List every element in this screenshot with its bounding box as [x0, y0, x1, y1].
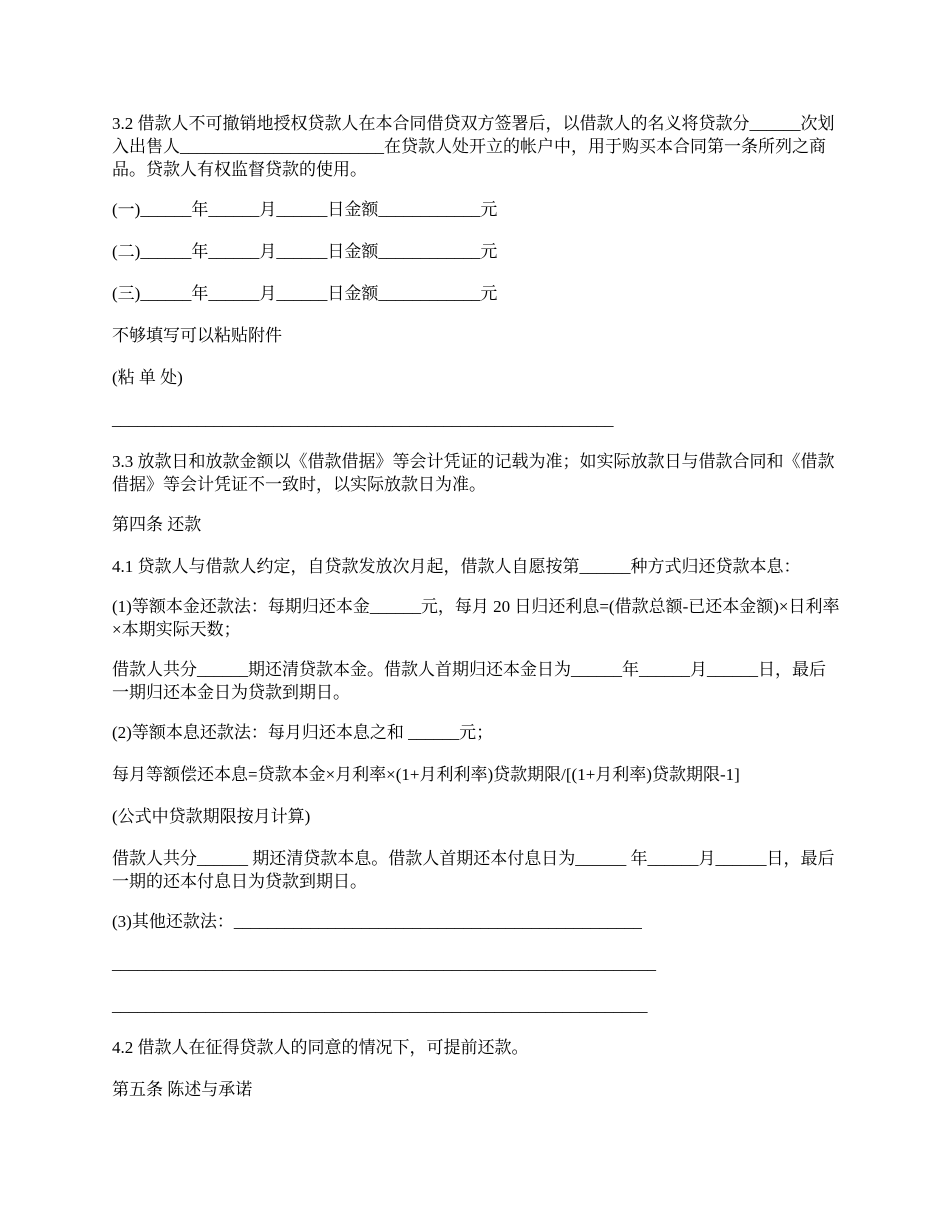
disbursement-line-1: (一)______年______月______日金额____________元	[112, 200, 498, 219]
article-5-heading: 第五条 陈述与承诺	[112, 1080, 253, 1099]
clause-4-1: 4.1 贷款人与借款人约定，自贷款发放次月起，借款人自愿按第______种方式归还贷款本息：	[112, 557, 801, 576]
method-2-equal-installment: (2)等额本息还款法：每月归还本息之和 ______元；	[112, 723, 494, 742]
paste-area-line: ___________________________________________________________	[112, 410, 614, 429]
clause-3-3: 3.3 放款日和放款金额以《借款借据》等会计凭证的记载为准；如实际放款日与借款合同和《借款借据》等会计凭证不一致时，以实际放款日为准。	[112, 452, 835, 494]
formula-note: (公式中贷款期限按月计算)	[112, 807, 311, 826]
method-1-schedule: 借款人共分______期还清贷款本金。借款人首期归还本金日为______年______月______日，最后一期归还本金日为贷款到期日。	[112, 660, 826, 702]
method-2-formula: 每月等额偿还本息=贷款本金×月利率×(1+月利利率)贷款期限/[(1+月利率)贷款期限-1]	[112, 765, 740, 784]
clause-3-2: 3.2 借款人不可撤销地授权贷款人在本合同借贷双方签署后，以借款人的名义将贷款分______次划入出售人________________________在贷款人处开立的帐户中，用于购买本合同第一条所列之商品。贷款人有权监督贷款的使用。	[112, 114, 835, 179]
disbursement-line-2: (二)______年______月______日金额____________元	[112, 242, 498, 261]
method-3-other: (3)其他还款法：________________________________________________	[112, 912, 642, 931]
clause-4-2: 4.2 借款人在征得贷款人的同意的情况下，可提前还款。	[112, 1038, 529, 1057]
method-2-schedule: 借款人共分______ 期还清贷款本息。借款人首期还本付息日为______ 年______月______日，最后一期的还本付息日为贷款到期日。	[112, 849, 835, 891]
disbursement-line-3: (三)______年______月______日金额____________元	[112, 284, 498, 303]
attachment-note: 不够填写可以粘贴附件	[112, 326, 282, 345]
method-1-equal-principal: (1)等额本金还款法：每期归还本金______元，每月 20 日归还利息=(借款总额-已还本金额)×日利率×本期实际天数；	[112, 597, 840, 639]
paste-area-label: (粘 单 处)	[112, 368, 183, 387]
method-3-blank-line-1: ________________________________________________________________	[112, 954, 656, 973]
article-4-heading: 第四条 还款	[112, 515, 202, 534]
method-3-blank-line-2: _______________________________________________________________	[112, 996, 648, 1015]
